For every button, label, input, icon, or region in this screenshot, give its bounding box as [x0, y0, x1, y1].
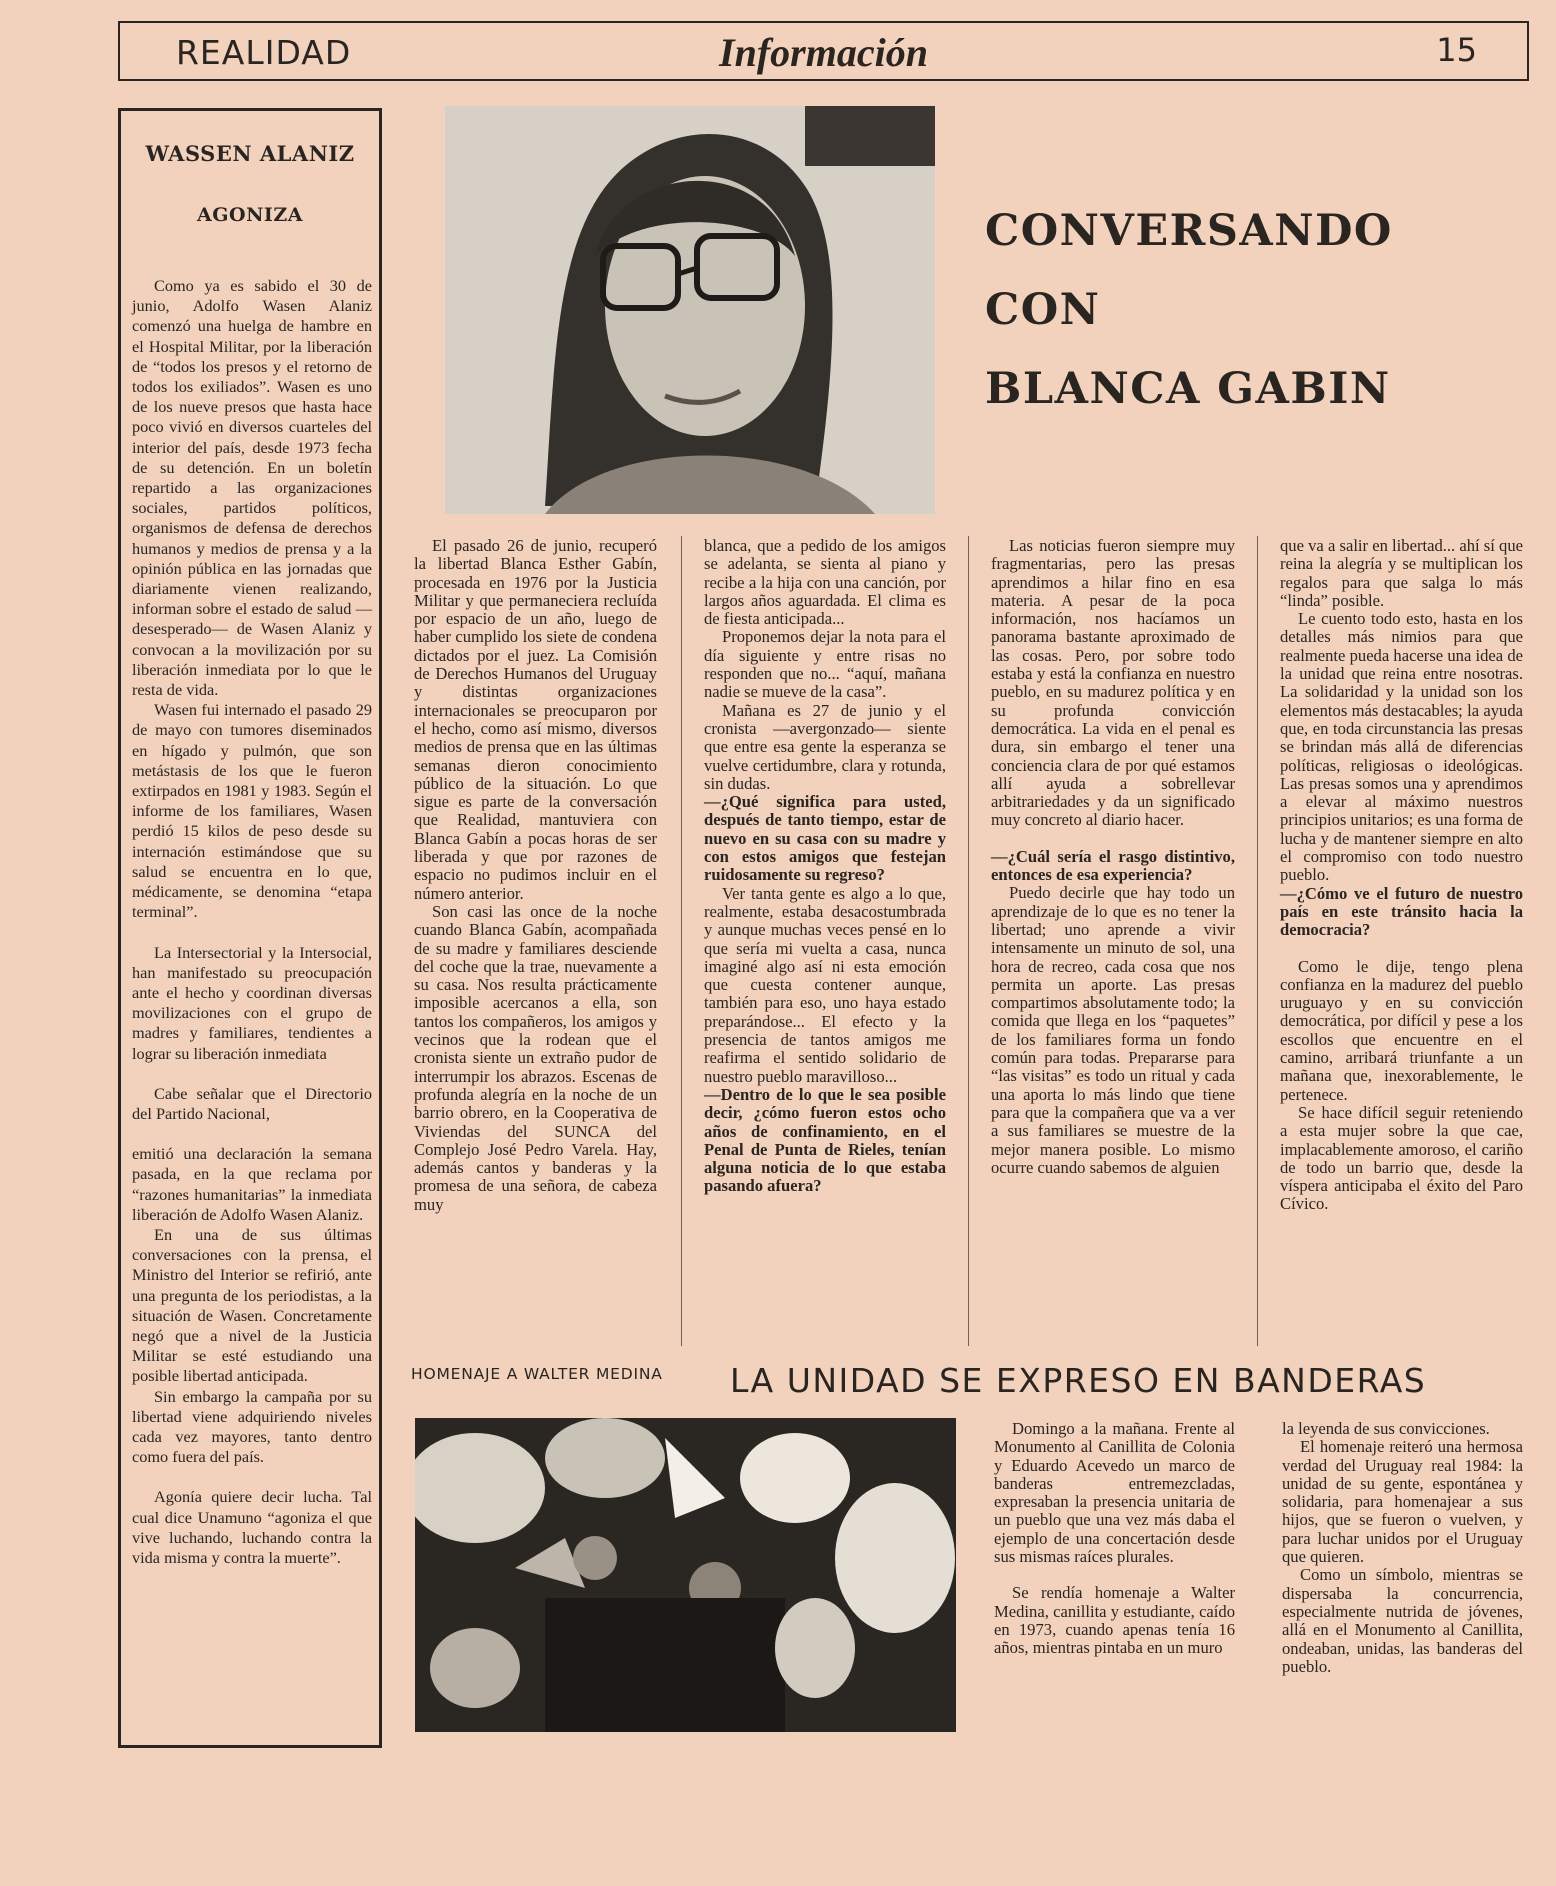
article-paragraph: que va a salir en libertad... ahí sí que reina la alegría y se multiplican los regalos para que salga lo más “linda” posible.: [1280, 536, 1523, 610]
interview-question: —Dentro de lo que le sea posible decir, ¿cómo fueron estos ocho años de confinamiento, en el Penal de Punta de Rieles, tenían alguna noticia de lo que estaba pasando afuera?: [704, 1084, 946, 1196]
interview-question: —¿Qué significa para usted, después de tanto tiempo, estar de nuevo en su casa con su madre y con estos amigos que festejan ruidosamente su regreso?: [704, 792, 946, 885]
sidebar-paragraph: La Intersectorial y la Intersocial, han manifestado su preocupación ante el hecho y coordinan diversas movilizaciones con el grupo de madres y familiares, tendientes a lograr su liberación inmediata: [132, 942, 372, 1063]
article-paragraph: Proponemos dejar la nota para el día siguiente y entre risas no responden que no... “aquí, mañana nadie se mueve de la casa”.: [704, 627, 946, 702]
sidebar-paragraph: Como ya es sabido el 30 de junio, Adolfo Wasen Alaniz comenzó una huelga de hambre en el Hospital Militar, por la liberación de “todos los presos y el retorno de todos los exiliados”. Wasen es uno de los nueve presos que hasta hace poco vivió en diversos cuarteles del interior del país, desde 1973 fecha de su detención. En un boletín repartido a las organizaciones sociales, partidos políticos, organismos de defensa de derechos humanos y medios de prensa y a la opinión pública en las jornadas que diariamente vienen realizando, informan sobre el estado de salud —desesperado— de Wasen Alaniz y convocan a la movilización por su liberación inmediata por lo que le resta de vida.: [132, 276, 372, 700]
story-paragraph: Se rendía homenaje a Walter Medina, canillita y estudiante, caído en 1973, cuando apenas tenía 16 años, mientras pintaba en un muro: [994, 1583, 1235, 1658]
sidebar-paragraph: emitió una declaración la semana pasada, en la que reclama por “razones humanitarias” la inmediata liberación de Adolfo Wasen Alaniz.: [132, 1144, 372, 1224]
story-column-2: [1282, 1420, 1523, 1676]
article-column-4: [1280, 537, 1523, 1214]
sidebar-article: [118, 108, 382, 1748]
article-paragraph: Las noticias fueron siempre muy fragmentarias, pero las presas aprendimos a hilar fino en esa materia. A pesar de la poca información, nos hacíamos un panorama bastante aproximado de las cosas. Pero, por sobre todo estaba y está la confianza en nuestro pueblo, en su madurez política y en su profunda convicción democrática. La vida en el penal es dura, sin embargo el tener una conciencia clara de por qué estamos allí ayuda a sobrellevar arbitrariedades y da un significado muy concreto al diario hacer.: [991, 536, 1235, 830]
publication-name: REALIDAD: [176, 33, 352, 72]
sidebar-paragraph: Cabe señalar que el Directorio del Partido Nacional,: [132, 1083, 372, 1123]
article-paragraph: Se hace difícil seguir reteniendo a esta mujer sobre la que cae, implacablemente amoroso, el cariño de todo un barrio que, desde la víspera anticipaba el éxito del Paro Cívico.: [1280, 1102, 1523, 1214]
event-photo: [415, 1418, 956, 1732]
article-paragraph: Puedo decirle que hay todo un aprendizaje de lo que es no tener la libertad; uno aprende a vivir intensamente un minuto de sol, una hora de recreo, cada cosa que nos permita un aporte. Las presas compartimos absolutamente todo; la comida que llega en los “paquetes” de los familiares forma un fondo común para todas. Prepararse para “las visitas” es todo un ritual y cada una aporta lo más lindo que tiene para que la compañera que va a ver a sus familiares se muestre de la mejor manera posible. Lo mismo ocurre cuando sabemos de alguien: [991, 883, 1235, 1177]
headline-line: BLANCA GABIN: [985, 364, 1391, 414]
column-divider: [681, 536, 682, 1346]
section-title: Información: [719, 30, 928, 75]
sidebar-paragraph: En una de sus últimas conversaciones con la prensa, el Ministro del Interior se refirió, ante una pregunta de los periodistas, a la situación de Wasen. Concretamente negó que a nivel de la Justicia Militar se esté estudiando una posible libertad anticipada.: [132, 1224, 372, 1386]
story-headline: LA UNIDAD SE EXPRESO EN BANDERAS: [730, 1361, 1427, 1400]
page-header: [118, 21, 1529, 81]
sidebar-paragraph: Sin embargo la campaña por su libertad viene adquiriendo niveles cada vez mayores, tanto dentro como fuera del país.: [132, 1386, 372, 1467]
article-paragraph: Mañana es 27 de junio y el cronista —avergonzado— siente que entre esa gente la esperanza se vuelve certidumbre, clara y rotunda, sin dudas.: [704, 700, 946, 793]
event-photo-illustration: [415, 1418, 956, 1732]
page-number: 15: [1436, 31, 1477, 69]
article-paragraph: El pasado 26 de junio, recuperó la libertad Blanca Esther Gabín, procesada en 1976 por la Justicia Militar y que permaneciera recluída por espacio de un año, luego de haber cumplido los siete de condena dictados por el juez. La Comisión de Derechos Humanos del Uruguay y distintas organizaciones internacionales se preocuparon por el hecho, como así mismo, diversos medios de prensa que en las últimas semanas dieron conocimiento público de la situación. Lo que sigue es parte de la conversación que Realidad, mantuviera con Blanca Gabín a pocas horas de ser liberada y que por razones de espacio no pudimos incluir en el número anterior.: [414, 536, 657, 903]
article-paragraph: Le cuento todo esto, hasta en los detalles más nimios para que realmente pueda hacerse una idea de la unidad que reina entre nosotras. La solidaridad y la unidad son los elementos más destacables; la ayuda que, en toda circunstancia las presas se brindan más allá de diferencias políticas, religiosas o ideológicas. Las presas somos una y aprendimos a elevar al máximo nuestros principios unitarios; es una forma de lucha y de mantener siempre en alto el compromiso con todo nuestro pueblo.: [1280, 609, 1523, 885]
portrait-photo: [445, 106, 935, 514]
article-paragraph: Ver tanta gente es algo a lo que, realmente, estaba desacostumbrada y aunque muchas veces pensé en lo que sería mi vuelta a casa, nunca imaginé algo así ni esta emoción que cuesta contener aunque, también para eso, uno haya estado preparándose... El efecto y la presencia de tantos amigos me reafirma el sentido solidario de nuestro pueblo maravilloso...: [704, 883, 946, 1086]
story-paragraph: la leyenda de sus convicciones.: [1282, 1419, 1490, 1438]
interview-question: —¿Cómo ve el futuro de nuestro país en este tránsito hacia la democracia?: [1280, 883, 1523, 940]
story-paragraph: Domingo a la mañana. Frente al Monumento al Canillita de Colonia y Eduardo Acevedo un marco de banderas entremezcladas, expresaban la presencia unitaria de un pueblo que una vez más daba el ejemplo de una concertación desde sus mismas raíces plurales.: [994, 1419, 1235, 1567]
sidebar-body: [132, 276, 372, 1568]
headline-line: CON: [985, 285, 1101, 335]
main-headline: [985, 192, 1393, 429]
headline-line: CONVERSANDO: [985, 206, 1393, 256]
portrait-photo-illustration: [445, 106, 935, 514]
sidebar-paragraph: Wasen fui internado el pasado 29 de mayo con tumores diseminados en hígado y pulmón, que son metástasis de los que le fueron extirpados en 1981 y 1983. Según el informe de los familiares, Wasen perdió 15 kilos de peso desde su internación estimándose que su salud se encuentra en lo que, médicamente, se denomina “etapa terminal”.: [132, 700, 372, 922]
article-paragraph: Como le dije, tengo plena confianza en la madurez del pueblo uruguayo y en su convicción democrática, por difícil y pese a los escollos que encuentre en el camino, arribará triunfante a un mañana que, inexorablemente, le pertenece.: [1280, 956, 1523, 1104]
article-column-1: [414, 537, 657, 1214]
story-paragraph: Como un símbolo, mientras se dispersaba la concurrencia, especialmente nutrida de jóvenes, allá en el Monumento al Canillita, ondeaban, unidas, las banderas del pueblo.: [1282, 1565, 1523, 1676]
sidebar-subtitle: AGONIZA: [197, 204, 303, 226]
article-paragraph: blanca, que a pedido de los amigos se adelanta, se sienta al piano y recibe a la hija con una canción, por largos años aguardada. El clima es de fiesta anticipada...: [704, 536, 946, 629]
article-paragraph: Son casi las once de la noche cuando Blanca Gabín, acompañada de su madre y familiares desciende del coche que la trae, nuevamente a su casa. Nos resulta prácticamente imposible acercanos a ella, son tantos los compañeros, los amigos y vecinos que la rodean que el cronista siente un extraño pudor de interrumpir los abrazos. Escenas de profunda alegría en la noche de un barrio obrero, en la Cooperativa de Viviendas del SUNCA del Complejo José Pedro Varela. Hay, además cantos y banderas y la promesa de una señora, de cabeza muy: [414, 901, 657, 1214]
sidebar-paragraph: Agonía quiere decir lucha. Tal cual dice Unamuno “agoniza el que vive luchando, luchando contra la vida misma y contra la muerte”.: [132, 1487, 372, 1567]
interview-question: —¿Cuál sería el rasgo distintivo, entonces de esa experiencia?: [991, 846, 1235, 885]
column-divider: [968, 536, 969, 1346]
column-divider: [1257, 536, 1258, 1346]
article-column-2: [704, 537, 946, 1196]
story-paragraph: El homenaje reiteró una hermosa verdad del Uruguay real 1984: la unidad de su gente, espontánea y solidaria, para homenajear a sus hijos, que se fueron o vuelven, y para luchar unidos por el Uruguay que quieren.: [1282, 1437, 1523, 1567]
article-column-3: [991, 537, 1235, 1177]
story-column-1: [994, 1420, 1235, 1658]
sidebar-title: WASSEN ALANIZ: [145, 141, 355, 166]
story-kicker: HOMENAJE A WALTER MEDINA: [411, 1365, 663, 1383]
